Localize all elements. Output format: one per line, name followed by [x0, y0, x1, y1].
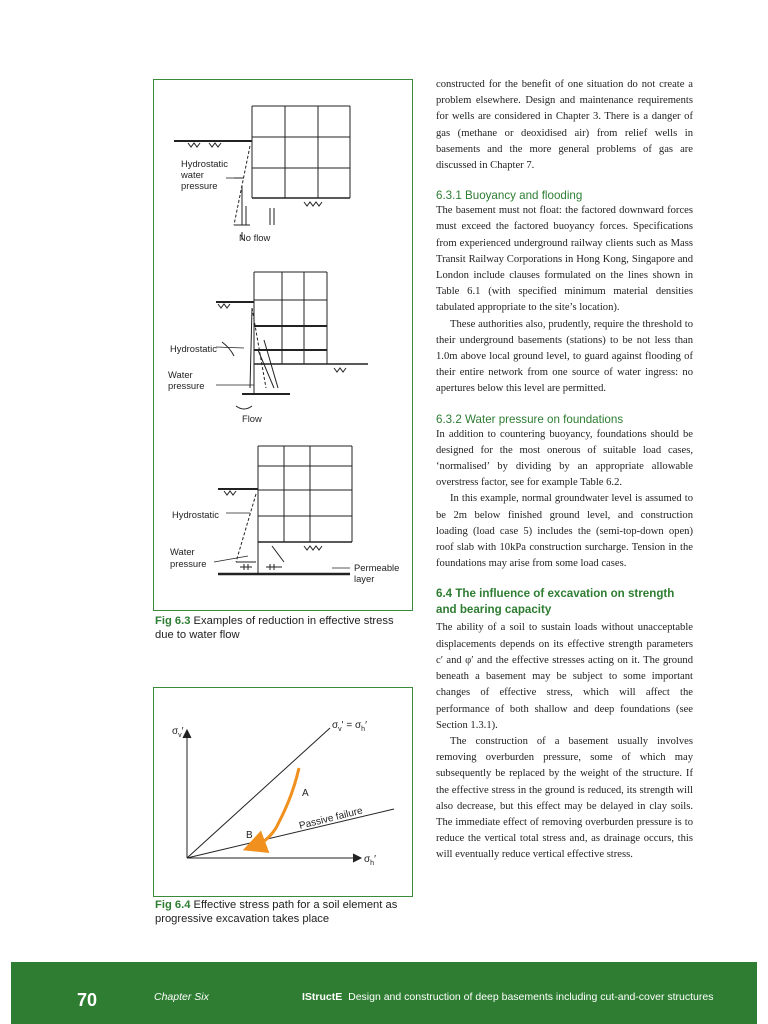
book-title: Design and construction of deep basements including cut-and-cover structures — [348, 991, 714, 1003]
page-number: 70 — [77, 990, 98, 1010]
figure-6-3-caption — [155, 615, 405, 642]
fig64-number: Fig 6.4 — [155, 899, 191, 911]
fig63-label-b-water: Water — [168, 369, 193, 380]
point-a-label: A — [302, 788, 309, 799]
page-footer — [11, 962, 757, 1024]
heading-6-4: 6.4 The influence of excavation on strength and bearing capacity — [436, 587, 675, 617]
figure-6-3 — [153, 79, 413, 611]
heading-6-3-1: 6.3.1 Buoyancy and flooding — [436, 189, 583, 203]
fig63-label-a-pressure: pressure — [181, 180, 218, 191]
x-axis-label: $\sigma_h'$ — [364, 854, 376, 867]
fig63-label-c-pressure: pressure — [170, 558, 207, 569]
brand-label: IStructE — [302, 991, 343, 1003]
fig63-caption-text: Examples of reduction in effective stress due to water flow — [155, 615, 394, 641]
fig63-label-b-pressure: pressure — [168, 380, 205, 391]
fig64-caption-text: Effective stress path for a soil element as progressive excavation takes place — [155, 899, 398, 925]
figure-6-4-chart — [154, 688, 412, 896]
fig63-label-flow: Flow — [242, 413, 262, 424]
paragraph-buoyancy: The basement must not float: the factored downward forces must exceed the factored buoyancy forces. Specifications from experienced underground railway clients such as Mass Transit Railway Corporations in Hong Kong, Singapore and London include clauses formulated on the lines shown in Table 6.1 (with specified minimum material densities tabulated appropriate to the site’s location). — [436, 205, 693, 314]
heading-6-3-2: 6.3.2 Water pressure on foundations — [436, 412, 624, 426]
fig63-label-permeable: Permeable — [354, 562, 400, 573]
chapter-label: Chapter Six — [154, 991, 209, 1003]
figure-6-4 — [153, 687, 413, 897]
fig63-label-b-hydrostatic: Hydrostatic — [170, 343, 217, 354]
figure-6-4-caption — [155, 899, 405, 926]
figure-6-3-diagram — [154, 80, 412, 610]
fig63-label-a-hydrostatic: Hydrostatic — [181, 158, 228, 169]
fig63-label-no-flow: No flow — [239, 232, 271, 243]
stress-path — [254, 768, 299, 846]
passive-failure-label: Passive failure — [298, 805, 364, 832]
fig63-label-layer: layer — [354, 573, 375, 584]
paragraph-wells: constructed for the benefit of one situation do not create a problem elsewhere. Design and maintenance requirements for wells are considered in Chapter 3. There is a danger of gas (methane or deoxidised air) from relief wells in basements and the more general problems of gas are discussed in Chapter 7. — [436, 79, 693, 172]
paragraph-soil-ability: The ability of a soil to sustain loads without unacceptable displacements depends on its effective strength parameters c′ and φ′ and the effective stresses acting on it. The ground beneath a basement may be subject to some important changes of effective stress, which will affect the performance of both shallow and deep foundations (see Section 1.3.1). — [436, 622, 693, 731]
fig63-label-c-water: Water — [170, 546, 195, 557]
fig63-label-a-water: water — [181, 169, 204, 180]
paragraph-construction: The construction of a basement usually involves removing overburden pressure, some of which may subsequently be replaced by the weight of the structure. If the effective stress in the ground is reduced, its strength will also decrease, but this effect may be delayed in clay soils. The immediate effect of removing overburden pressure is to reduce the vertical total stress and, as drainage occurs, this will eventually reduce vertical effective stress. — [436, 735, 693, 861]
paragraph-threshold: These authorities also, prudently, require the threshold to their underground basements (stations) to be not less than 1.0m above local ground level, to guard against flooding of their entire network from one source of water ingress: no apertures below this level are permitted. — [436, 318, 693, 395]
paragraph-foundations: In addition to countering buoyancy, foundations should be designed for the most onerous of suitable load cases, ‘normalised’ by dividing by an appropriate allowable overstress factor, see for example Table 6.2. — [436, 428, 693, 489]
point-b-label: B — [246, 830, 253, 841]
k0-line-label: $\sigma_v' = \sigma_h'$ — [332, 720, 367, 733]
paragraph-example: In this example, normal groundwater level is assumed to be 2m below finished ground level, and construction loading (load case 5) includes the (semi-top-down open) roof slab with 10kPa construction surcharge. Tension in the foundations may arise from some load cases. — [436, 493, 693, 570]
y-axis-label: $\sigma_v'$ — [172, 726, 184, 739]
fig63-number: Fig 6.3 — [155, 615, 191, 627]
publication-title — [302, 991, 713, 1003]
fig63-label-c-hydrostatic: Hydrostatic — [172, 509, 219, 520]
body-text-column — [436, 77, 693, 864]
